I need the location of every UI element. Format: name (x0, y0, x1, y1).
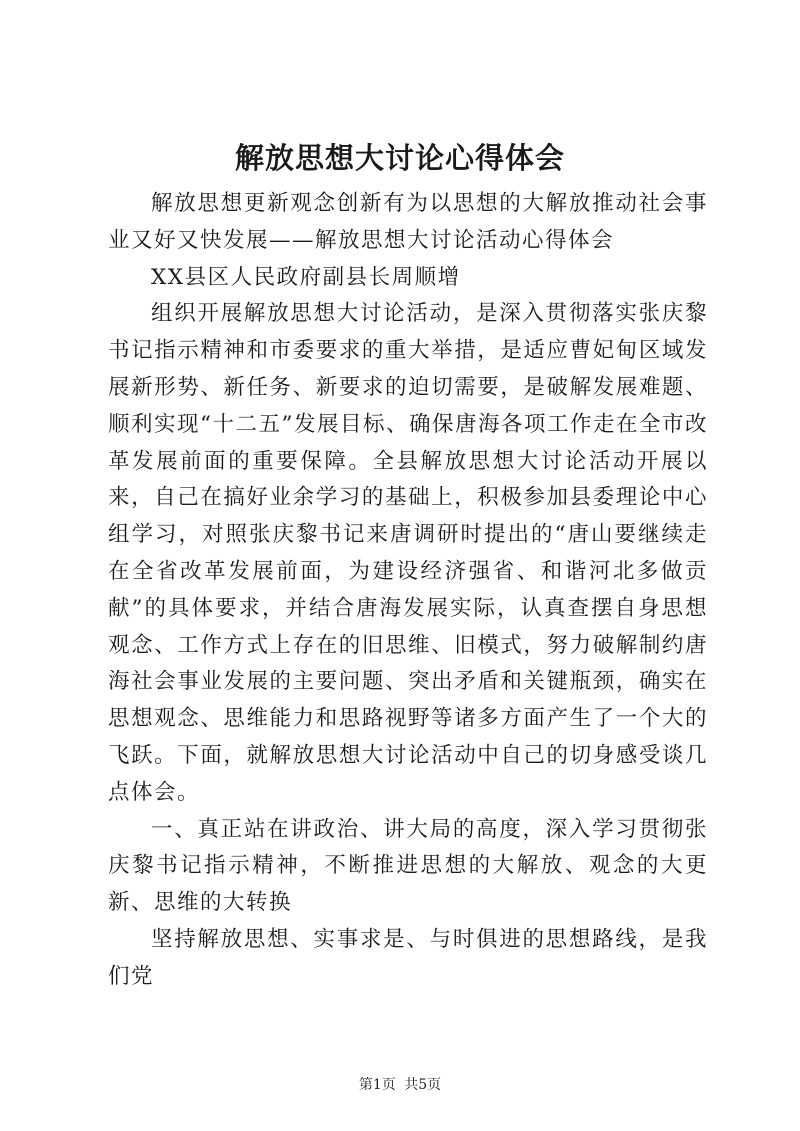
paragraph-section-heading: 一、真正站在讲政治、讲大局的高度，深入学习贯彻张庆黎书记指示精神，不断推进思想的大解放、观念的大更新、思维的大转换 (108, 816, 708, 916)
paragraph-subtitle: 解放思想更新观念创新有为以思想的大解放推动社会事业又好又快发展——解放思想大讨论活动心得体会 (108, 191, 708, 253)
document-body (108, 186, 708, 996)
page-number: 第1页 (358, 1077, 396, 1093)
page-total: 共5页 (404, 1077, 442, 1093)
document-title: 解放思想大讨论心得体会 (234, 141, 565, 175)
paragraph-intro: 组织开展解放思想大讨论活动，是深入贯彻落实张庆黎书记指示精神和市委要求的重大举措，是适应曹妃甸区域发展新形势、新任务、新要求的迫切需要，是破解发展难题、顺利实现“十二五”发展目标、确保唐海各项工作走在全市改革发展前面的重要保障。全县解放思想大讨论活动开展以来，自己在搞好业余学习的基础上，积极参加县委理论中心组学习，对照张庆黎书记来唐调研时提出的“唐山要继续走在全省改革发展前面，为建设经济强省、和谐河北多做贡献”的具体要求，并结合唐海发展实际，认真查摆自身思想观念、工作方式上存在的旧思维、旧模式，努力破解制约唐海社会事业发展的主要问题、突出矛盾和关键瓶颈，确实在思想观念、思维能力和思路视野等诸多方面产生了一个大的飞跃。下面，就解放思想大讨论活动中自己的切身感受谈几点体会。 (108, 301, 708, 805)
page-footer (0, 1075, 800, 1095)
paragraph-section-body: 坚持解放思想、实事求是、与时俱进的思想路线，是我们党 (108, 926, 708, 989)
paragraph-author: XX县区人民政府副县长周顺增 (151, 264, 461, 290)
